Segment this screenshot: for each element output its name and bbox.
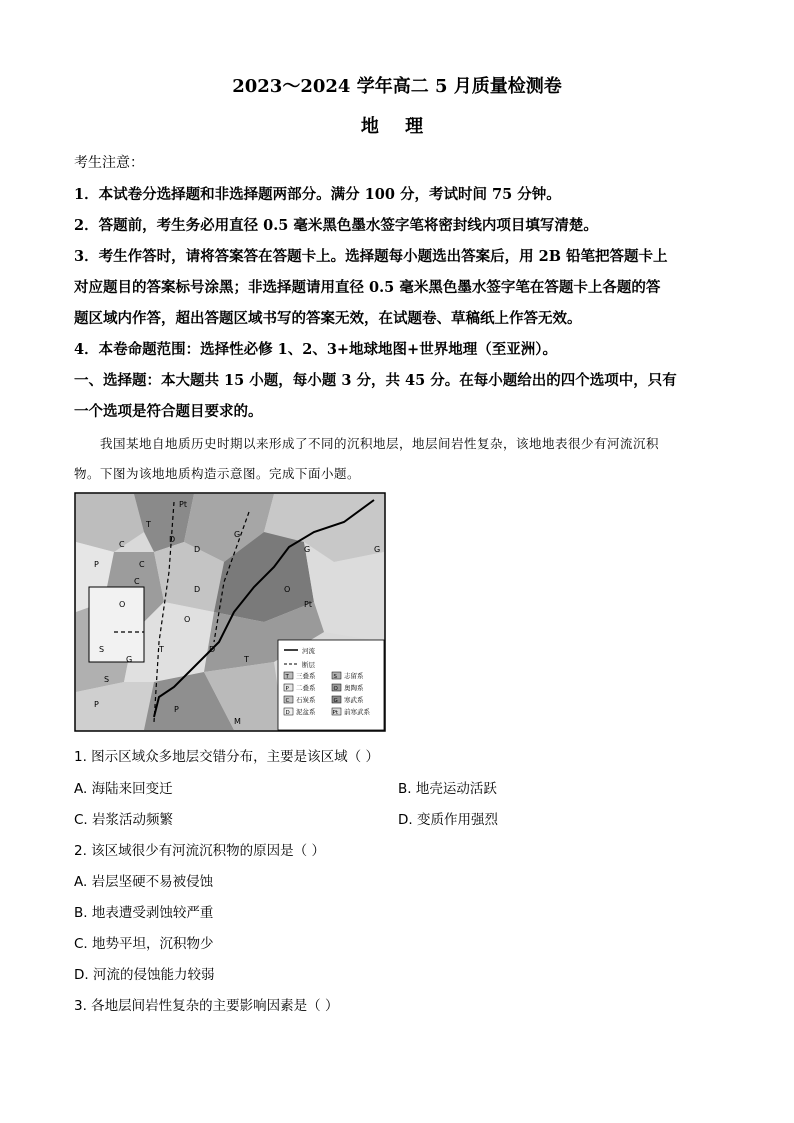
- legend-code: D: [285, 710, 290, 716]
- map-label: S: [104, 675, 110, 684]
- map-label: C: [139, 560, 145, 569]
- legend-code: C: [285, 698, 290, 704]
- map-label: O: [184, 615, 191, 624]
- geological-map: [74, 492, 386, 732]
- map-label: O: [284, 585, 291, 594]
- map-label: P: [174, 705, 179, 714]
- map-label: Pt: [304, 600, 312, 609]
- map-label: S: [99, 645, 105, 654]
- legend-code: T: [285, 674, 289, 680]
- map-label: O: [119, 600, 126, 609]
- legend-code: S: [333, 674, 337, 680]
- map-label: D: [194, 545, 201, 554]
- map-label: P: [94, 700, 99, 709]
- map-label: T: [244, 655, 249, 664]
- legend-name: 寒武系: [344, 696, 364, 704]
- legend-code: Pt: [332, 710, 338, 716]
- question-3-stem: 3. 各地层间岩性复杂的主要影响因素是（ ）: [74, 998, 339, 1014]
- question-2-option-b[interactable]: B. 地表遭受剥蚀较严重: [74, 905, 214, 921]
- question-1-stem: 1. 图示区域众多地层交错分布，主要是该区域（ ）: [74, 749, 379, 765]
- question-1-option-a[interactable]: A. 海陆来回变迁: [74, 781, 173, 797]
- legend-name: 泥盆系: [296, 708, 316, 716]
- legend-name: 三叠系: [296, 672, 316, 680]
- question-2-option-d[interactable]: D. 河流的侵蚀能力较弱: [74, 967, 215, 983]
- notice-item-2: 2．答题前，考生务必用直径 0.5 毫米黑色墨水签字笔将密封线内项目填写清楚。: [74, 217, 598, 234]
- notice-item-3-cont2: 题区域内作答，超出答题区域书写的答案无效，在试题卷、草稿纸上作答无效。: [74, 310, 582, 327]
- legend-code: G: [333, 698, 338, 704]
- question-1-option-b[interactable]: B. 地壳运动活跃: [398, 781, 497, 797]
- legend-name: 志留系: [344, 672, 364, 680]
- map-label: Pt: [179, 500, 187, 509]
- legend-code: O: [333, 686, 338, 692]
- map-label: G: [304, 545, 311, 554]
- notice-item-1: 1．本试卷分选择题和非选择题两部分。满分 100 分，考试时间 75 分钟。: [74, 186, 561, 203]
- legend-name: 前寒武系: [344, 708, 370, 716]
- map-label: G: [126, 655, 133, 664]
- notice-item-3-cont1: 对应题目的答案标号涂黑；非选择题请用直径 0.5 毫米黑色墨水签字笔在答题卡上各题的答: [74, 279, 661, 296]
- subject-title: 地 理: [360, 116, 434, 137]
- question-2-option-a[interactable]: A. 岩层坚硬不易被侵蚀: [74, 874, 214, 890]
- map-label: G: [234, 530, 241, 539]
- exam-title: 2023～2024 学年高二 5 月质量检测卷: [232, 76, 562, 97]
- map-label: C: [134, 577, 140, 586]
- notice-item-4: 4．本卷命题范围：选择性必修 1、2、3+地球地图+世界地理（至亚洲）。: [74, 341, 557, 358]
- question-2-option-c[interactable]: C. 地势平坦，沉积物少: [74, 936, 214, 952]
- legend-code: P: [285, 686, 289, 692]
- map-label: P: [94, 560, 99, 569]
- legend-name: 石炭系: [296, 696, 316, 704]
- legend-name: 奥陶系: [344, 684, 364, 692]
- intro-line1: 我国某地自地质历史时期以来形成了不同的沉积地层，地层间岩性复杂，该地地表很少有河流沉积: [100, 436, 660, 451]
- map-label: D: [209, 645, 216, 654]
- legend-fault: 断层: [302, 661, 315, 669]
- map-label: T: [146, 520, 151, 529]
- map-label: D: [169, 535, 176, 544]
- notice-heading: 考生注意：: [74, 155, 144, 171]
- map-label: D: [194, 585, 201, 594]
- map-label: G: [374, 545, 381, 554]
- map-legend: [278, 640, 384, 730]
- question-1-option-c[interactable]: C. 岩浆活动频繁: [74, 812, 174, 828]
- notice-item-3: 3．考生作答时，请将答案答在答题卡上。选择题每小题选出答案后，用 2B 铅笔把答题卡上: [74, 248, 668, 265]
- section-heading-line1: 一、选择题：本大题共 15 小题，每小题 3 分，共 45 分。在每小题给出的四个选项中，只有: [74, 372, 677, 389]
- legend-river: 河流: [302, 647, 315, 655]
- section-heading-line2: 一个选项是符合题目要求的。: [74, 403, 263, 420]
- map-label: C: [119, 540, 125, 549]
- map-label: M: [234, 717, 241, 726]
- question-2-stem: 2. 该区域很少有河流沉积物的原因是（ ）: [74, 843, 325, 859]
- question-1-option-d[interactable]: D. 变质作用强烈: [398, 812, 498, 828]
- map-label: T: [159, 645, 164, 654]
- intro-line2: 物。下图为该地地质构造示意图。完成下面小题。: [74, 466, 361, 481]
- legend-name: 二叠系: [296, 684, 316, 692]
